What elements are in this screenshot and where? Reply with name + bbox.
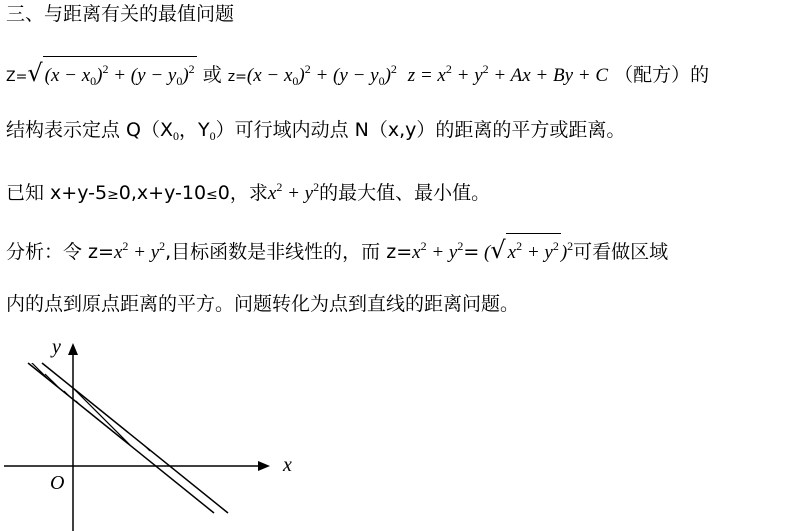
objective-expression: $x^2 + y^2$ (412, 239, 464, 263)
x-axis-arrow (258, 461, 270, 471)
boundary-line-upper (42, 363, 228, 513)
or-text: 或 (202, 64, 222, 86)
analysis-line (6, 233, 668, 266)
general-quadratic-formula: $z = x^2 + y^2 + Ax + By + C$ (402, 62, 609, 86)
conclusion-line: 内的点到原点距离的平方。问题转化为点到直线的距离问题。 (6, 293, 520, 315)
analysis-text-a: 分析：令 z= (6, 241, 114, 263)
structure-text-b: ，Y (179, 119, 210, 141)
section-heading: 三、与距离有关的最值问题 (6, 3, 235, 25)
structure-text-c: ）可行域内动点 N（x,y）的距离的平方或距离。 (215, 119, 626, 141)
problem-line (6, 174, 490, 208)
hatch-fill (20, 349, 320, 531)
problem-text-a: 已知 x+y-5 (6, 182, 108, 204)
subscript-zero: 0 (209, 129, 216, 143)
objective-expression: $x^2 + y^2$ (113, 239, 166, 263)
ge-symbol: ≥ (107, 187, 119, 203)
z1-prefix: Z= (6, 69, 28, 85)
analysis-text-b: ,目标函数是非线性的，而 z= (165, 241, 413, 263)
problem-text-d: 的最大值、最小值。 (319, 182, 491, 204)
feasible-region-figure (0, 331, 320, 531)
le-symbol: ≤ (206, 187, 218, 203)
distance-formula: √ $(x - x_0)^2 + (y - y_0)^2$ (27, 65, 196, 86)
structure-line (6, 117, 625, 149)
completing-square-note: （配方）的 (614, 64, 710, 86)
squared-distance-formula: $(x - x_0)^2 + (y - y_0)^2$ (246, 62, 397, 88)
analysis-text-c: = (463, 241, 480, 263)
analysis-text-d: 可看做区域 (573, 241, 669, 263)
origin-label: O (50, 472, 65, 494)
sqrt-expression: (√ $x^2 + y^2$ )$^2$ (479, 242, 573, 263)
x-axis-label: x (283, 454, 292, 476)
problem-text-b: 0,x+y-10 (118, 182, 207, 204)
z2-prefix: z= (227, 69, 247, 85)
problem-text-c: 0，求 (217, 182, 268, 204)
y-axis-arrow (68, 343, 78, 355)
subscript-zero: 0 (173, 129, 180, 143)
formula-line (6, 56, 709, 94)
target-expression: $x^2 + y^2$ (267, 180, 320, 204)
y-axis-label: y (52, 336, 61, 358)
structure-text-a: 结构表示定点 Q（X (6, 119, 174, 141)
